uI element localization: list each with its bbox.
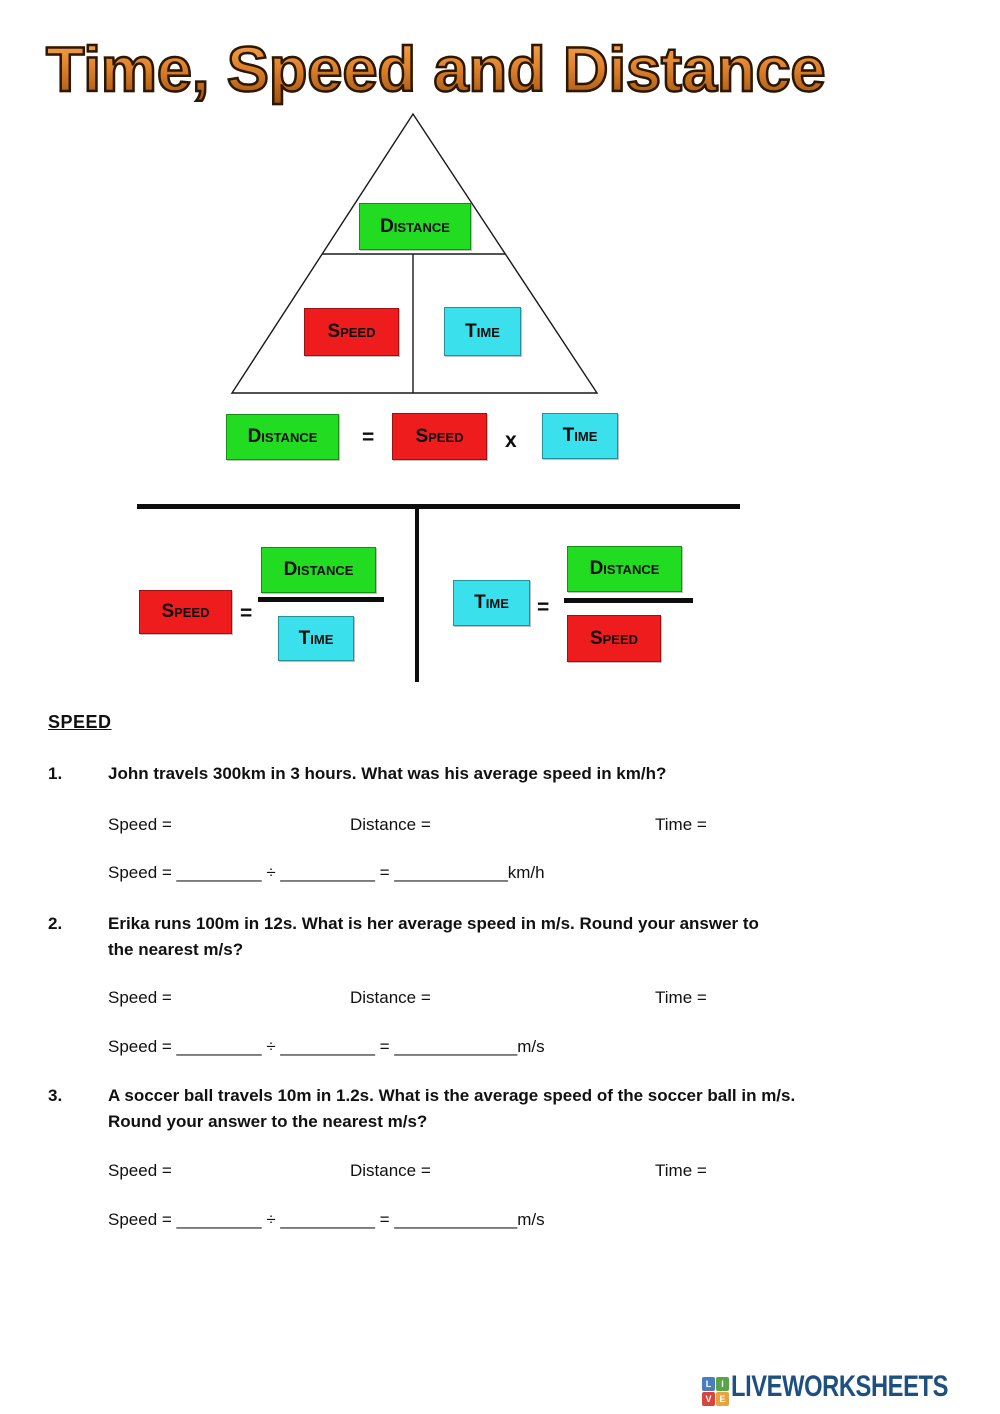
time-label: Time = [655,988,707,1007]
question-1-answer-blank-row[interactable]: Speed = _________ ÷ __________ = ____________km/h [108,863,545,882]
logo-square-v: V [702,1392,715,1406]
time-label: Time = [655,815,707,834]
time-equation-time-box: Time [453,580,530,626]
time-equation-distance-box: Distance [567,546,682,592]
time-label: Time = [655,1161,707,1180]
speed-label: Speed = [108,815,172,834]
distance-label: Distance = [350,988,431,1007]
distance-label: Distance = [350,815,431,834]
logo-square-l: L [702,1377,715,1391]
time-equation-speed-box: Speed [567,615,661,662]
time-equation-fraction-bar [564,598,693,603]
speed-label: Speed = [108,988,172,1007]
speed-label: Speed = [108,1161,172,1180]
logo-square-i: I [716,1377,729,1391]
formula-distance-box: Distance [226,414,339,460]
speed-equation-fraction-bar [258,597,384,602]
formula-multiply-sign: x [505,429,517,452]
question-1-number: 1. [48,764,63,783]
speed-equation-distance-box: Distance [261,547,376,593]
speed-equation-time-box: Time [278,616,354,661]
question-3-number: 3. [48,1086,63,1105]
question-3-text-line1: A soccer ball travels 10m in 1.2s. What is the average speed of the soccer ball in m/s. [108,1086,796,1105]
formula-speed-box: Speed [392,413,487,460]
divider-horizontal-line [137,504,740,509]
question-2-number: 2. [48,914,63,933]
triangle-time-box: Time [444,307,521,356]
question-2-text-line1: Erika runs 100m in 12s. What is her average speed in m/s. Round your answer to [108,914,759,933]
formula-time-box: Time [542,413,618,459]
logo-square-e: E [716,1392,729,1406]
question-1-text: John travels 300km in 3 hours. What was his average speed in km/h? [108,764,667,783]
question-2-answer-blank-row[interactable]: Speed = _________ ÷ __________ = _____________m/s [108,1037,545,1056]
section-heading-speed: SPEED [48,712,112,732]
speed-equation-equals-sign: = [240,602,253,625]
speed-equation-speed-box: Speed [139,590,232,634]
distance-label: Distance = [350,1161,431,1180]
page-title: Time, Speed and Distance [46,35,826,105]
liveworksheets-grid-icon [702,1377,729,1406]
liveworksheets-brand-link[interactable]: LIVEWORKSHEETS [731,1370,949,1403]
triangle-distance-box: Distance [359,203,471,250]
time-equation-equals-sign: = [537,596,550,619]
question-3-text-line2: Round your answer to the nearest m/s? [108,1112,428,1131]
triangle-speed-box: Speed [304,308,399,356]
divider-vertical-line [415,504,419,682]
formula-equals-sign: = [362,426,375,449]
question-3-answer-blank-row[interactable]: Speed = _________ ÷ __________ = _____________m/s [108,1210,545,1229]
question-2-text-line2: the nearest m/s? [108,940,244,959]
